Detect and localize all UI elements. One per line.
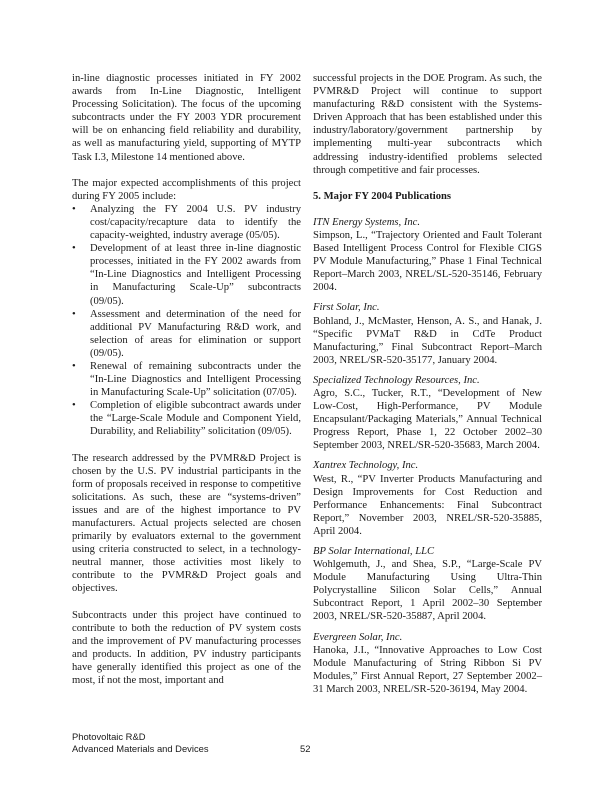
publication-citation: West, R., “PV Inverter Products Manufacturing and Design Improvements for Cost Reduction and Performance Enhancements: Final Subcontract Report,” November 2003, NREL/SR-520-35885, April 2004.: [313, 473, 542, 537]
bullet-icon: •: [72, 243, 76, 255]
publication-organization: Evergreen Solar, Inc.: [313, 631, 403, 643]
bullet-icon: •: [72, 400, 76, 412]
publication-organization: Xantrex Technology, Inc.: [313, 460, 419, 472]
intro-paragraph: in-line diagnostic processes initiated in FY 2002 awards from In-Line Diagnostic, Intelligent Processing Solicitation). The focus of the upcoming subcontracts under the FY 2003 YDR procurement will be on enhancing field reliability and durability, as well as manufacturing yield, supporting of MYTP Task I.3, Milestone 14 mentioned above.: [72, 73, 301, 163]
left-column: [72, 72, 301, 687]
publication-organization: BP Solar International, LLC: [313, 546, 435, 557]
page-footer: [72, 731, 209, 755]
subcontracts-paragraph: Subcontracts under this project have continued to contribute to both the reduction of PV system costs and the improvement of PV manufacturing processes and products. In addition, PV industry participants have generally identified this project as one of the most, if not the most, important and: [72, 609, 301, 687]
footer-line-program: Photovoltaic R&D: [72, 731, 146, 742]
publication-organization: First Solar, Inc.: [313, 302, 380, 314]
research-paragraph: The research addressed by the PVMR&D Project is chosen by the U.S. PV industrial participants in the form of proposals received in response to competitive solicitations. As such, these are “systems-driven” issues and are of the highest importance to PV manufacturers. Actual projects selected are chosen primarily by evaluators external to the government using criteria constructed to select, in a technology-neutral manner, those activities most likely to contribute to the PVMR&D Project goals and objectives.: [72, 452, 301, 595]
accomplishments-intro: The major expected accomplishments of this project during FY 2005 include:: [72, 177, 301, 202]
list-item: • Development of at least three in-line diagnostic processes, initiated in the FY 2002 awards from “In-Line Diagnostics and Intelligent Processing in Manufacturing Scale-Up” subcontracts (09/05).: [72, 243, 301, 307]
list-item: • Analyzing the FY 2004 U.S. PV industry cost/capacity/recapture data to identify the capacity-weighted, industry average (05/05).: [72, 203, 301, 242]
publication-organization: Specialized Technology Resources, Inc.: [313, 374, 480, 386]
publication-citation: Hanoka, J.I., “Innovative Approaches to Low Cost Module Manufacturing of String Ribbon Si PV Modules,” First Annual Report, 27 September 2002–31 March 2003, NREL/SR-520-36194, May 2004.: [313, 644, 542, 695]
publication-entry: [313, 631, 542, 696]
page-number: 52: [300, 743, 311, 754]
publication-entry: [313, 459, 542, 538]
section-heading: 5. Major FY 2004 Publications: [313, 190, 452, 202]
continuation-paragraph: successful projects in the DOE Program. As such, the PVMR&D Project will continue to support manufacturing R&D consistent with the Systems-Driven Approach that has been established under this industry/laboratory/government partnership by implementing multi-year subcontracts which addressing industry-identified problems selected through competitive and fair processes.: [313, 73, 542, 176]
accomplishments-list: [72, 203, 301, 439]
publication-entry: [313, 374, 542, 453]
list-item: • Assessment and determination of the need for additional PV Manufacturing R&D work, and selection of areas for elimination or support (09/05).: [72, 308, 301, 359]
publication-entry: [313, 301, 542, 366]
list-item: • Completion of eligible subcontract awards under the “Large-Scale Module and Component Yield, Durability, and Reliability” solicitation (09/05).: [72, 400, 301, 438]
publication-entry: [313, 216, 542, 295]
publication-organization: ITN Energy Systems, Inc.: [313, 216, 420, 228]
bullet-icon: •: [72, 203, 76, 215]
right-column: [313, 72, 542, 696]
list-item: • Renewal of remaining subcontracts under the “In-Line Diagnostics and Intelligent Processing in Manufacturing Scale-Up” solicitation (07/05).: [72, 360, 301, 399]
publication-citation: Wohlgemuth, J., and Shea, S.P., “Large-Scale PV Module Manufacturing Using Ultra-Thin Polycrystalline Silicon Solar Cells,” Annual Subcontract Report, 1 April 2002–30 September 2003, NREL/SR-520-35887, April 2004.: [313, 559, 542, 623]
publication-citation: Agro, S.C., Tucker, R.T., “Development of New Low-Cost, High-Performance, PV Module Encapsulant/Packaging Materials,” Annual Technical Progress Report, Phase 1, 22 October 2002–30 September 2003, NREL/SR-520-35683, March 2004.: [313, 387, 542, 452]
publication-citation: Bohland, J., McMaster, Henson, A. S., and Hanak, J. “Specific PVMaT R&D in CdTe Product Manufacturing,” Final Subcontract Report–March 2003, NREL/SR-520-35177, January 2004.: [313, 315, 542, 366]
bullet-icon: •: [72, 308, 76, 320]
footer-line-section: Advanced Materials and Devices: [72, 743, 209, 754]
publication-entry: [313, 545, 542, 624]
publication-citation: Simpson, L., “Trajectory Oriented and Fault Tolerant Based Intelligent Process Control for Flexible CIGS PV Module Manufacturing,” Phase 1 Final Technical Report–March 2003, NREL/SL-520-35146, February 2004.: [313, 229, 542, 294]
bullet-icon: •: [72, 360, 76, 372]
